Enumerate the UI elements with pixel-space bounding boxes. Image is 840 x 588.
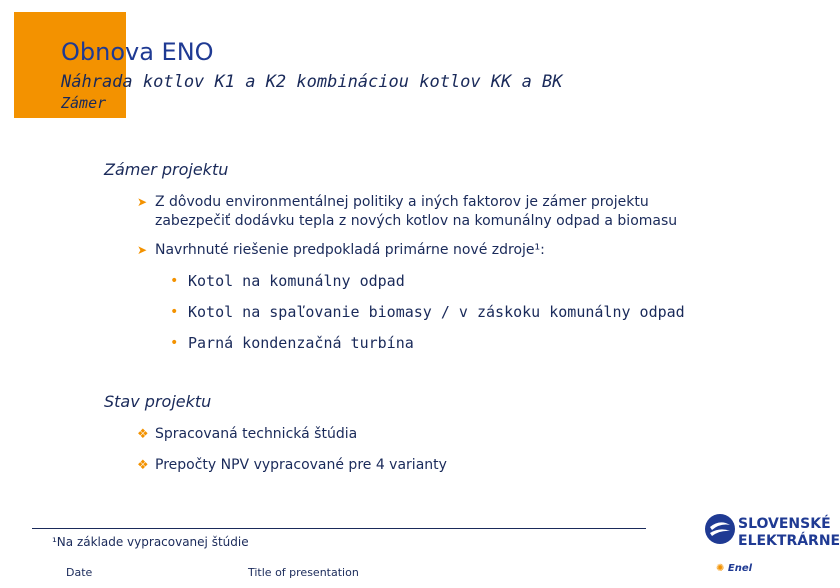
- slovenske-elektrarne-logo-icon: [704, 513, 736, 545]
- logo-line-1: SLOVENSKÉ: [738, 516, 831, 532]
- list-item: [137, 241, 737, 260]
- dot-bullet-icon: •: [170, 304, 179, 320]
- page-subtitle: Náhrada kotlov K1 a K2 kombináciou kotlov KK a BK: [61, 72, 563, 92]
- sub-bullet-text: Parná kondenzačná turbína: [188, 334, 414, 352]
- company-logo-text: [738, 516, 840, 550]
- bullet-text: Prepočty NPV vypracované pre 4 varianty: [155, 457, 447, 473]
- list-item: [170, 303, 770, 322]
- arrow-bullet-icon: ➤: [137, 195, 148, 209]
- footnote: ¹Na základe vypracovanej štúdie: [52, 535, 249, 549]
- list-item: [170, 272, 770, 291]
- bullet-text: Navrhnuté riešenie predpokladá primárne nové zdroje¹:: [155, 242, 545, 258]
- enel-sun-icon: ✺: [716, 563, 725, 574]
- section-label: Zámer: [61, 94, 107, 112]
- list-item: [170, 334, 770, 353]
- enel-text: Enel: [727, 563, 753, 574]
- page-title: Obnova ENO: [61, 38, 214, 66]
- dot-bullet-icon: •: [170, 273, 179, 289]
- zamer-heading: Zámer projektu: [104, 160, 229, 179]
- arrow-bullet-icon: ➤: [137, 243, 148, 257]
- footer-date: Date: [66, 566, 93, 579]
- diamond-bullet-icon: ❖: [137, 458, 149, 473]
- diamond-bullet-icon: ❖: [137, 427, 149, 442]
- stav-heading: Stav projektu: [104, 392, 212, 411]
- footer-presentation-title: Title of presentation: [248, 566, 359, 579]
- sub-bullet-text: Kotol na spaľovanie biomasy / v záskoku komunálny odpad: [188, 303, 685, 321]
- dot-bullet-icon: •: [170, 335, 179, 351]
- bullet-text-line: zabezpečiť dodávku tepla z nových kotlov na komunálny odpad a biomasu: [155, 213, 678, 229]
- list-item: [137, 456, 737, 475]
- sub-bullet-text: Kotol na komunálny odpad: [188, 272, 405, 290]
- bullet-text-line: Z dôvodu environmentálnej politiky a iných faktorov je zámer projektu: [155, 194, 649, 210]
- enel-logo: [716, 563, 752, 574]
- list-item: [137, 193, 737, 231]
- bullet-text: Spracovaná technická štúdia: [155, 426, 358, 442]
- list-item: [137, 425, 737, 444]
- footer-divider: [32, 528, 646, 529]
- logo-line-2: ELEKTRÁRNE: [738, 533, 840, 549]
